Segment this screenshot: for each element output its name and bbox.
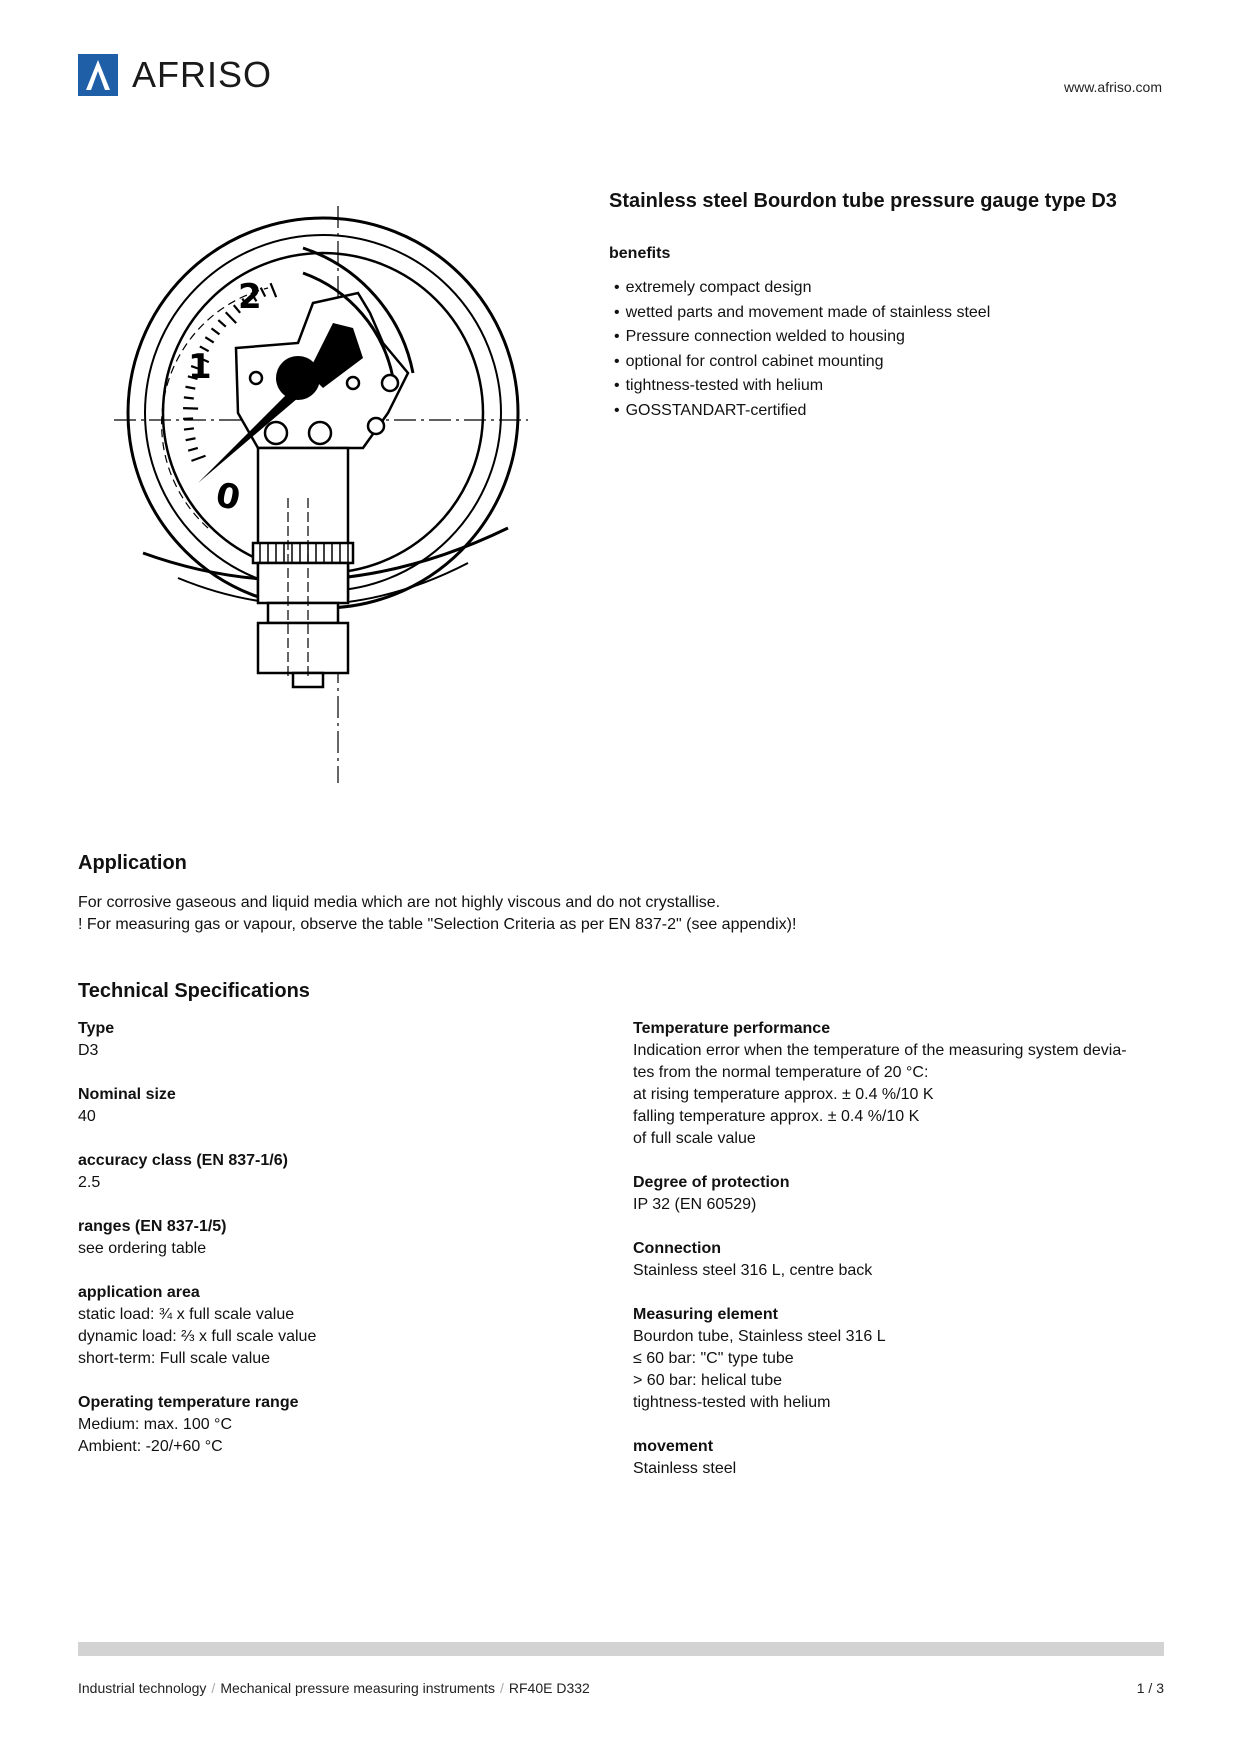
spec-label: ranges (EN 837-1/5) <box>78 1218 227 1235</box>
spec-label: Temperature performance <box>633 1020 831 1037</box>
scale-tick <box>183 408 198 409</box>
breadcrumb-item: RF40E D332 <box>508 1680 590 1696</box>
spec-label: Degree of protection <box>633 1174 790 1191</box>
spec-label: application area <box>78 1284 200 1301</box>
scale-tick <box>271 283 277 297</box>
scale-tick <box>226 312 236 323</box>
spec-item <box>78 1018 598 1062</box>
spec-label: Operating temperature range <box>78 1394 299 1411</box>
spec-value: static load: ¾ x full scale value <box>78 1306 295 1323</box>
spec-value: Stainless steel <box>633 1460 737 1477</box>
scale-tick <box>205 337 213 342</box>
spec-item <box>78 1282 598 1370</box>
spec-item <box>633 1436 1173 1480</box>
spec-item <box>633 1172 1173 1216</box>
scale-tick <box>184 397 194 398</box>
spec-value: at rising temperature approx. ± 0.4 %/10 K <box>633 1086 934 1103</box>
brand-logo <box>78 54 272 96</box>
spec-value: IP 32 (EN 60529) <box>633 1196 757 1213</box>
benefit-item: • wetted parts and movement made of stainless steel <box>614 301 990 326</box>
spec-label: movement <box>633 1438 714 1455</box>
scale-tick <box>211 328 219 334</box>
spec-value: dynamic load: ⅔ x full scale value <box>78 1328 317 1345</box>
page-number: 1 / 3 <box>1136 1680 1164 1696</box>
scale-tick <box>191 456 205 461</box>
dial-number-0: 0 <box>212 474 244 520</box>
spec-value: Ambient: -20/+60 °C <box>78 1438 223 1455</box>
breadcrumb-item[interactable]: Mechanical pressure measuring instruments <box>220 1680 495 1696</box>
spec-value: Stainless steel 316 L, centre back <box>633 1262 873 1279</box>
footer-bar <box>78 1642 1164 1656</box>
benefit-item: • extremely compact design <box>614 276 990 301</box>
spec-value: > 60 bar: helical tube <box>633 1372 782 1389</box>
breadcrumb-item[interactable]: Industrial technology <box>78 1680 207 1696</box>
benefits-list <box>614 276 990 424</box>
scale-tick <box>185 387 195 389</box>
spec-item <box>633 1238 1173 1282</box>
scale-tick <box>186 438 196 440</box>
spec-item <box>633 1018 1173 1150</box>
application-line: ! For measuring gas or vapour, observe the table "Selection Criteria as per EN 837-2" (see appendix)! <box>78 916 797 933</box>
benefits-heading: benefits <box>609 245 671 262</box>
scale-tick <box>184 428 194 429</box>
spec-value: tightness-tested with helium <box>633 1394 831 1411</box>
tech-specs-heading: Technical Specifications <box>78 980 310 1002</box>
spec-item <box>633 1304 1173 1414</box>
spec-label: Nominal size <box>78 1086 176 1103</box>
dial-number-1: 1 <box>188 347 212 387</box>
spec-value: Bourdon tube, Stainless steel 316 L <box>633 1328 886 1345</box>
spec-value: D3 <box>78 1042 99 1059</box>
scale-tick <box>218 320 225 327</box>
application-text <box>78 892 796 936</box>
spec-value: 40 <box>78 1108 96 1125</box>
application-line: For corrosive gaseous and liquid media which are not highly viscous and do not crystallise. <box>78 894 721 911</box>
spec-value: 2.5 <box>78 1174 101 1191</box>
scale-tick <box>188 448 198 451</box>
spec-label: Connection <box>633 1240 721 1257</box>
spec-value: short-term: Full scale value <box>78 1350 271 1367</box>
brand-name: AFRISO <box>132 54 273 95</box>
specs-right-column <box>633 1018 1173 1502</box>
spec-value: see ordering table <box>78 1240 207 1257</box>
benefit-item: • GOSSTANDART-certified <box>614 399 990 424</box>
website-url[interactable]: www.afriso.com <box>1063 79 1162 95</box>
spec-value: ≤ 60 bar: "C" type tube <box>633 1350 794 1367</box>
pressure-gauge-drawing <box>108 198 538 788</box>
spec-item <box>78 1216 598 1260</box>
spec-value: Indication error when the temperature of the measuring system devia- <box>633 1042 1127 1059</box>
spec-label: accuracy class (EN 837-1/6) <box>78 1152 288 1169</box>
benefit-item: • Pressure connection welded to housing <box>614 325 990 350</box>
breadcrumb: Industrial technology / Mechanical pressure measuring instruments / RF40E D332 <box>78 1680 590 1696</box>
application-heading: Application <box>78 852 187 874</box>
spec-value: Medium: max. 100 °C <box>78 1416 233 1433</box>
dial-number-2: 2 <box>238 277 262 317</box>
specs-left-column <box>78 1018 598 1480</box>
spec-label: Type <box>78 1020 115 1037</box>
spec-value: tes from the normal temperature of 20 °C: <box>633 1064 929 1081</box>
spec-item <box>78 1150 598 1194</box>
spec-item <box>78 1392 598 1458</box>
afriso-logo-icon <box>78 54 118 96</box>
product-title: Stainless steel Bourdon tube pressure gauge type D3 <box>609 190 1117 212</box>
spec-value: falling temperature approx. ± 0.4 %/10 K <box>633 1108 920 1125</box>
spec-item <box>78 1084 598 1128</box>
spec-label: Measuring element <box>633 1306 778 1323</box>
benefit-item: • optional for control cabinet mounting <box>614 350 990 375</box>
benefit-item: • tightness-tested with helium <box>614 374 990 399</box>
spec-value: of full scale value <box>633 1130 756 1147</box>
